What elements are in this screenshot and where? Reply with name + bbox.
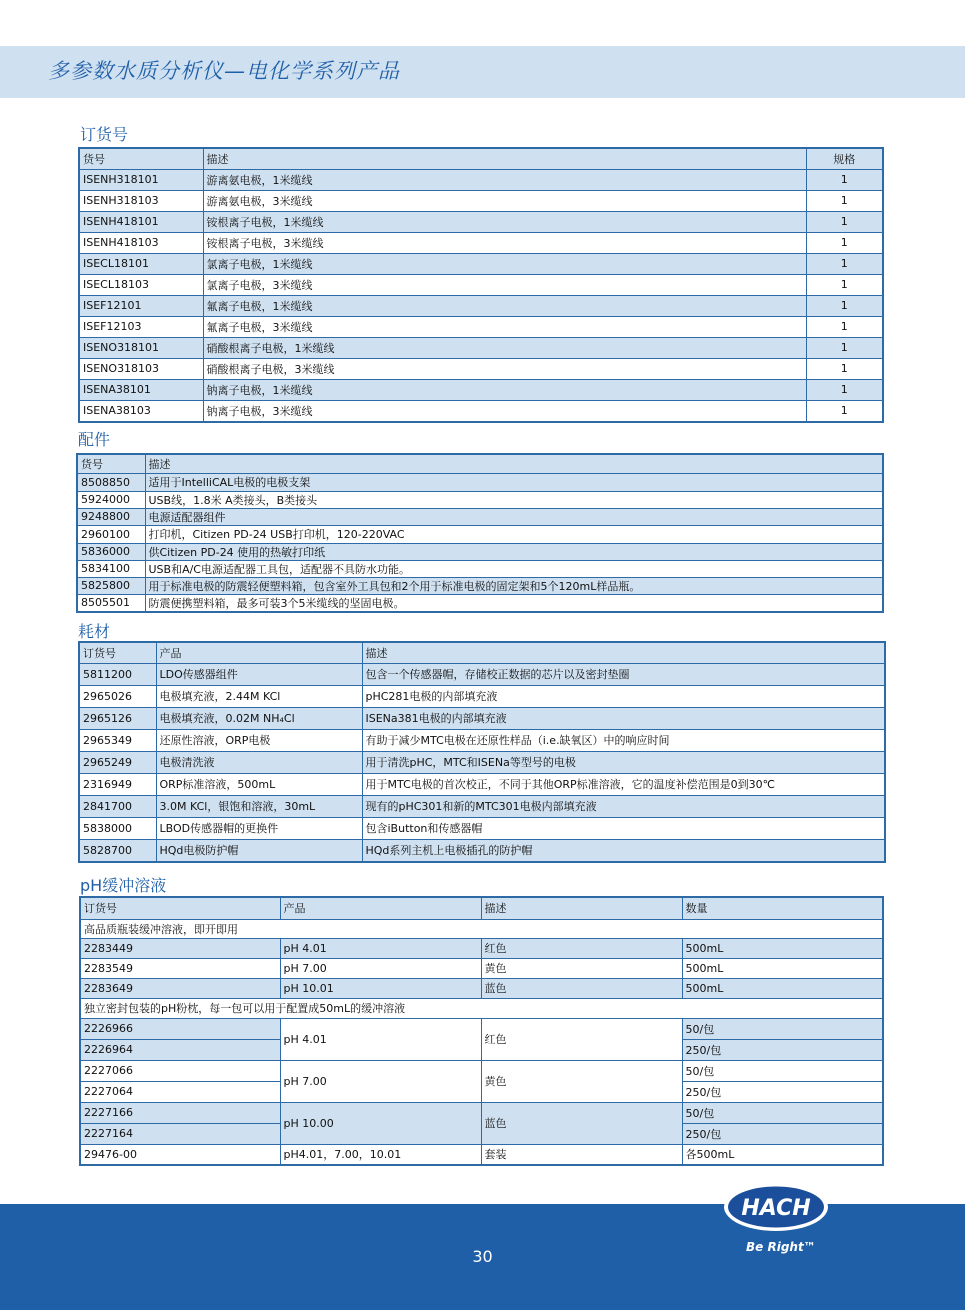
- table-row: [80, 1018, 883, 1039]
- code-cell: ISEF12101: [79, 295, 203, 316]
- code-cell: 2227164: [80, 1123, 280, 1144]
- table-row: [77, 508, 883, 525]
- table-row: [79, 400, 883, 422]
- desc-cell: 游离氨电极，1米缆线: [203, 169, 806, 190]
- desc-cell: USB线，1.8米 A类接头，B类接头: [145, 491, 883, 508]
- desc-cell: 防震便携塑料箱，最多可装3个5米缆线的坚固电极。: [145, 594, 883, 612]
- code-cell: 2283449: [80, 938, 280, 958]
- tagline: Be Right™: [746, 1240, 816, 1254]
- code-cell: 5834100: [77, 560, 145, 577]
- table-header-row: [79, 642, 885, 663]
- table-row: [79, 663, 885, 685]
- code-cell: ISENH318101: [79, 169, 203, 190]
- spec-cell: 1: [806, 253, 883, 274]
- code-cell: 5811200: [79, 663, 156, 685]
- product-cell: pH 10.00: [280, 1102, 481, 1144]
- code-cell: 5825800: [77, 577, 145, 594]
- spec-cell: 1: [806, 379, 883, 400]
- header-cell: 订货号: [79, 642, 156, 663]
- code-cell: ISENH418101: [79, 211, 203, 232]
- logo-text: HACH: [741, 1196, 811, 1221]
- spec-cell: 1: [806, 274, 883, 295]
- product-cell: pH 10.01: [280, 978, 481, 998]
- product-cell: 还原性溶液，ORP电极: [156, 729, 362, 751]
- code-cell: ISENO318101: [79, 337, 203, 358]
- product-cell: 电极填充液，2.44M KCl: [156, 685, 362, 707]
- table-row: [79, 232, 883, 253]
- table-row: [77, 560, 883, 577]
- qty-cell: 50/包: [682, 1018, 883, 1039]
- desc-cell: 氯离子电极，1米缆线: [203, 253, 806, 274]
- header-cell: 描述: [203, 148, 806, 169]
- desc-cell: 氟离子电极，1米缆线: [203, 295, 806, 316]
- code-cell: 2965249: [79, 751, 156, 773]
- product-cell: ORP标准溶液，500mL: [156, 773, 362, 795]
- code-cell: ISENH318103: [79, 190, 203, 211]
- table-row: [79, 795, 885, 817]
- code-cell: 5924000: [77, 491, 145, 508]
- code-cell: 2960100: [77, 525, 145, 543]
- consumables-table: [78, 641, 886, 863]
- qty-cell: 250/包: [682, 1081, 883, 1102]
- desc-cell: 包含iButton和传感器帽: [362, 817, 885, 839]
- spec-cell: 1: [806, 232, 883, 253]
- desc-cell: 用于标准电极的防震轻便塑料箱，包含室外工具包和2个用于标准电极的固定架和5个120mL样品瓶。: [145, 577, 883, 594]
- spec-cell: 1: [806, 211, 883, 232]
- desc-cell: 铵根离子电极，3米缆线: [203, 232, 806, 253]
- qty-cell: 50/包: [682, 1102, 883, 1123]
- table-row: [80, 1102, 883, 1123]
- desc-cell: 铵根离子电极，1米缆线: [203, 211, 806, 232]
- table-header-row: [77, 454, 883, 473]
- table-row: [77, 491, 883, 508]
- desc-cell: 钠离子电极，3米缆线: [203, 400, 806, 422]
- product-cell: HQd电极防护帽: [156, 839, 362, 862]
- accessories-section-title: 配件: [78, 430, 111, 449]
- desc-cell: 红色: [481, 1018, 682, 1060]
- consumables-section-title: 耗材: [78, 622, 111, 641]
- desc-cell: 氟离子电极，3米缆线: [203, 316, 806, 337]
- table-row: [79, 729, 885, 751]
- table-row: [79, 685, 885, 707]
- qty-cell: 250/包: [682, 1123, 883, 1144]
- header-cell: 描述: [481, 897, 682, 919]
- table-row: [77, 473, 883, 491]
- product-cell: 电极填充液，0.02M NH₄Cl: [156, 707, 362, 729]
- table-row: [79, 295, 883, 316]
- header-cell: 产品: [156, 642, 362, 663]
- code-cell: 29476-00: [80, 1144, 280, 1165]
- desc-cell: 有助于减少MTC电极在还原性样品（i.e.缺氧区）中的响应时间: [362, 729, 885, 751]
- header-cell: 规格: [806, 148, 883, 169]
- accessories-table: [76, 453, 884, 613]
- group-label: 独立密封包装的pH粉枕，每一包可以用于配置成50mL的缓冲溶液: [80, 998, 883, 1018]
- table-row: [79, 773, 885, 795]
- hach-logo: [722, 1180, 834, 1234]
- header-cell: 产品: [280, 897, 481, 919]
- registered-mark: ®: [824, 1183, 834, 1193]
- qty-cell: 500mL: [682, 978, 883, 998]
- desc-cell: 电源适配器组件: [145, 508, 883, 525]
- desc-cell: 黄色: [481, 1060, 682, 1102]
- header-cell: 数量: [682, 897, 883, 919]
- code-cell: ISENO318103: [79, 358, 203, 379]
- table-row: [77, 543, 883, 560]
- header-cell: 描述: [145, 454, 883, 473]
- table-header-row: [80, 897, 883, 919]
- spec-cell: 1: [806, 295, 883, 316]
- table-row: [79, 316, 883, 337]
- product-cell: LBOD传感器帽的更换件: [156, 817, 362, 839]
- desc-cell: 游离氨电极，3米缆线: [203, 190, 806, 211]
- desc-cell: 用于清洗pHC，MTC和ISENa等型号的电极: [362, 751, 885, 773]
- table-row: [80, 938, 883, 958]
- desc-cell: ISENa381电极的内部填充液: [362, 707, 885, 729]
- table-row: [79, 379, 883, 400]
- header-cell: 货号: [79, 148, 203, 169]
- code-cell: 2841700: [79, 795, 156, 817]
- table-row: [79, 337, 883, 358]
- product-cell: LDO传感器组件: [156, 663, 362, 685]
- product-cell: pH4.01，7.00，10.01: [280, 1144, 481, 1165]
- code-cell: 5838000: [79, 817, 156, 839]
- table-row: [79, 751, 885, 773]
- code-cell: 2283649: [80, 978, 280, 998]
- spec-cell: 1: [806, 316, 883, 337]
- code-cell: 2226964: [80, 1039, 280, 1060]
- code-cell: ISEF12103: [79, 316, 203, 337]
- code-cell: 2227064: [80, 1081, 280, 1102]
- product-cell: pH 4.01: [280, 1018, 481, 1060]
- group-label: 高品质瓶装缓冲溶液，即开即用: [80, 919, 883, 938]
- desc-cell: 硝酸根离子电极，3米缆线: [203, 358, 806, 379]
- header-cell: 货号: [77, 454, 145, 473]
- desc-cell: 黄色: [481, 958, 682, 978]
- table-row: [79, 274, 883, 295]
- qty-cell: 250/包: [682, 1039, 883, 1060]
- code-cell: 2965026: [79, 685, 156, 707]
- code-cell: 9248800: [77, 508, 145, 525]
- code-cell: 2227066: [80, 1060, 280, 1081]
- desc-cell: HQd系列主机上电极插孔的防护帽: [362, 839, 885, 862]
- code-cell: ISENH418103: [79, 232, 203, 253]
- table-row: [80, 958, 883, 978]
- code-cell: ISECL18101: [79, 253, 203, 274]
- product-cell: pH 7.00: [280, 958, 481, 978]
- table-row: [80, 1060, 883, 1081]
- buffers-table: [79, 896, 884, 1166]
- desc-cell: 套装: [481, 1144, 682, 1165]
- table-row: [79, 253, 883, 274]
- spec-cell: 1: [806, 358, 883, 379]
- product-cell: 电极清洗液: [156, 751, 362, 773]
- spec-cell: 1: [806, 190, 883, 211]
- table-row: [79, 190, 883, 211]
- code-cell: ISENA38101: [79, 379, 203, 400]
- product-cell: 3.0M KCl，银饱和溶液，30mL: [156, 795, 362, 817]
- code-cell: 8508850: [77, 473, 145, 491]
- spec-cell: 1: [806, 337, 883, 358]
- code-cell: 2965349: [79, 729, 156, 751]
- buffers-section-title: pH缓冲溶液: [80, 876, 167, 895]
- table-row: [79, 211, 883, 232]
- desc-cell: 蓝色: [481, 978, 682, 998]
- desc-cell: 蓝色: [481, 1102, 682, 1144]
- desc-cell: 硝酸根离子电极，1米缆线: [203, 337, 806, 358]
- table-row: [77, 577, 883, 594]
- code-cell: 5836000: [77, 543, 145, 560]
- page-number: 30: [472, 1247, 493, 1266]
- qty-cell: 各500mL: [682, 1144, 883, 1165]
- code-cell: 2316949: [79, 773, 156, 795]
- code-cell: 2283549: [80, 958, 280, 978]
- code-cell: 2226966: [80, 1018, 280, 1039]
- table-row: [79, 839, 885, 862]
- qty-cell: 500mL: [682, 958, 883, 978]
- table-row: [80, 1144, 883, 1165]
- table-row: [79, 358, 883, 379]
- product-cell: pH 7.00: [280, 1060, 481, 1102]
- desc-cell: 钠离子电极，1米缆线: [203, 379, 806, 400]
- code-cell: 2227166: [80, 1102, 280, 1123]
- table-row: [79, 707, 885, 729]
- table-row: [77, 594, 883, 612]
- code-cell: ISENA38103: [79, 400, 203, 422]
- code-cell: 5828700: [79, 839, 156, 862]
- table-row: [79, 817, 885, 839]
- spec-cell: 1: [806, 169, 883, 190]
- desc-cell: 现有的pHC301和新的MTC301电极内部填充液: [362, 795, 885, 817]
- order-table: [78, 147, 884, 423]
- code-cell: 8505501: [77, 594, 145, 612]
- desc-cell: 包含一个传感器帽，存储校正数据的芯片以及密封垫圈: [362, 663, 885, 685]
- header-cell: 订货号: [80, 897, 280, 919]
- table-row: [77, 525, 883, 543]
- header-cell: 描述: [362, 642, 885, 663]
- spec-cell: 1: [806, 400, 883, 422]
- desc-cell: pHC281电极的内部填充液: [362, 685, 885, 707]
- desc-cell: 用于MTC电极的首次校正，不同于其他ORP标准溶液，它的温度补偿范围是0到30℃: [362, 773, 885, 795]
- desc-cell: 红色: [481, 938, 682, 958]
- group-row: [80, 998, 883, 1018]
- code-cell: ISECL18103: [79, 274, 203, 295]
- desc-cell: USB和A/C电源适配器工具包，适配器不具防水功能。: [145, 560, 883, 577]
- code-cell: 2965126: [79, 707, 156, 729]
- desc-cell: 氯离子电极，3米缆线: [203, 274, 806, 295]
- desc-cell: 供Citizen PD-24 使用的热敏打印纸: [145, 543, 883, 560]
- qty-cell: 500mL: [682, 938, 883, 958]
- table-row: [80, 978, 883, 998]
- desc-cell: 适用于IntelliCAL电极的电极支架: [145, 473, 883, 491]
- product-cell: pH 4.01: [280, 938, 481, 958]
- group-row: [80, 919, 883, 938]
- qty-cell: 50/包: [682, 1060, 883, 1081]
- table-row: [79, 169, 883, 190]
- page-title: 多参数水质分析仪—电化学系列产品: [48, 59, 400, 83]
- order-section-title: 订货号: [80, 125, 129, 144]
- table-header-row: [79, 148, 883, 169]
- desc-cell: 打印机，Citizen PD-24 USB打印机，120-220VAC: [145, 525, 883, 543]
